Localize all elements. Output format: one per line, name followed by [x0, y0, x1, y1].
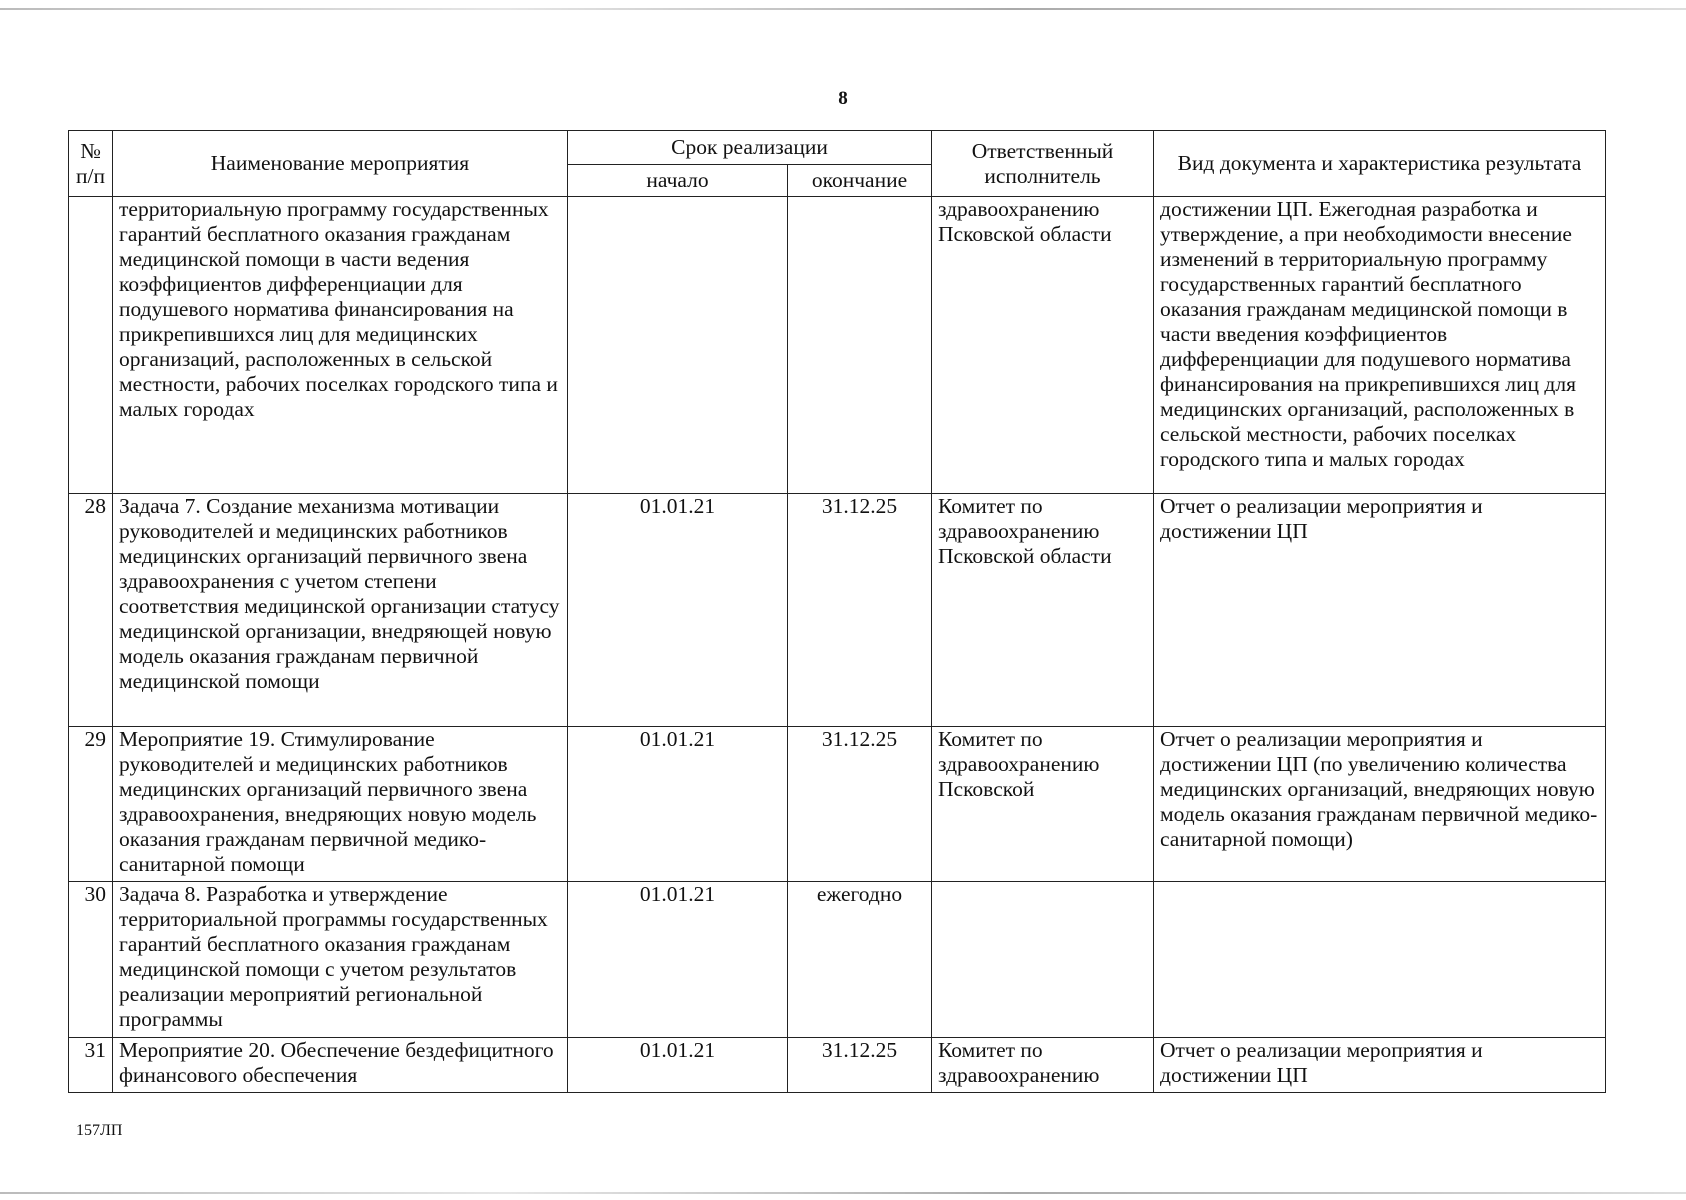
row-num — [69, 197, 113, 494]
header-executor: Ответственный исполнитель — [932, 131, 1154, 197]
header-num: № п/п — [69, 131, 113, 197]
row-result: Отчет о реализации мероприятия и достижении ЦП — [1154, 494, 1606, 727]
row-end: 31.12.25 — [788, 727, 932, 882]
row-executor: Комитет по здравоохранению Псковской области — [932, 494, 1154, 727]
row-num: 31 — [69, 1038, 113, 1093]
row-start: 01.01.21 — [568, 1038, 788, 1093]
row-result: Отчет о реализации мероприятия и достижении ЦП — [1154, 1038, 1606, 1093]
row-num: 29 — [69, 727, 113, 882]
table-row — [69, 494, 1606, 727]
header-period: Срок реализации — [568, 131, 932, 165]
row-num: 28 — [69, 494, 113, 727]
row-start: 01.01.21 — [568, 882, 788, 1038]
row-start — [568, 197, 788, 494]
row-end: ежегодно — [788, 882, 932, 1038]
scan-edge-bottom — [0, 1192, 1686, 1194]
header-start: начало — [568, 165, 788, 197]
row-result: достижении ЦП. Ежегодная разработка и утверждение, а при необходимости внесение изменений в территориальную программу государственных гарантий бесплатного оказания гражданам медицинской помощи в части введения коэффициентов дифференциации для подушевого норматива финансирования на прикрепившихся лиц для медицинских организаций, расположенных в сельской местности, рабочих поселках городского типа и малых городах — [1154, 197, 1606, 494]
row-name: Задача 7. Создание механизма мотивации руководителей и медицинских работников медицинских организаций первичного звена здравоохранения с учетом степени соответствия медицинской организации статусу медицинской организации, внедряющей новую модель оказания гражданам первичной медицинской помощи — [113, 494, 568, 727]
header-name: Наименование мероприятия — [113, 131, 568, 197]
row-end — [788, 197, 932, 494]
header-end: окончание — [788, 165, 932, 197]
table-row — [69, 727, 1606, 882]
row-name: Мероприятие 19. Стимулирование руководителей и медицинских работников медицинских организаций первичного звена здравоохранения, внедряющих новую модель оказания гражданам первичной медико-санитарной помощи — [113, 727, 568, 882]
row-name: Задача 8. Разработка и утверждение территориальной программы государственных гарантий бесплатного оказания гражданам медицинской помощи с учетом результатов реализации мероприятий региональной программы — [113, 882, 568, 1038]
row-executor: Комитет по здравоохранению — [932, 1038, 1154, 1093]
row-end: 31.12.25 — [788, 1038, 932, 1093]
row-name: Мероприятие 20. Обеспечение бездефицитного финансового обеспечения — [113, 1038, 568, 1093]
row-executor: Комитет по здравоохранению Псковской — [932, 727, 1154, 882]
table-row — [69, 1038, 1606, 1093]
scan-edge-top — [0, 8, 1686, 10]
row-executor — [932, 882, 1154, 1038]
activities-table — [68, 130, 1606, 1093]
row-result: Отчет о реализации мероприятия и достижении ЦП (по увеличению количества медицинских организаций, внедряющих новую модель оказания гражданам первичной медико-санитарной помощи) — [1154, 727, 1606, 882]
header-result: Вид документа и характеристика результата — [1154, 131, 1606, 197]
table-row — [69, 882, 1606, 1038]
row-executor: здравоохранению Псковской области — [932, 197, 1154, 494]
table-header — [69, 131, 1606, 197]
table-row — [69, 197, 1606, 494]
row-end: 31.12.25 — [788, 494, 932, 727]
row-name: территориальную программу государственных гарантий бесплатного оказания гражданам медицинской помощи в части ведения коэффициентов дифференциации для подушевого норматива финансирования на прикрепившихся лиц для медицинских организаций, расположенных в сельской местности, рабочих поселках городского типа и малых городах — [113, 197, 568, 494]
page-number: 8 — [838, 88, 848, 109]
row-num: 30 — [69, 882, 113, 1038]
row-start: 01.01.21 — [568, 727, 788, 882]
row-start: 01.01.21 — [568, 494, 788, 727]
document-code: 157ЛП — [76, 1122, 123, 1139]
row-result — [1154, 882, 1606, 1038]
